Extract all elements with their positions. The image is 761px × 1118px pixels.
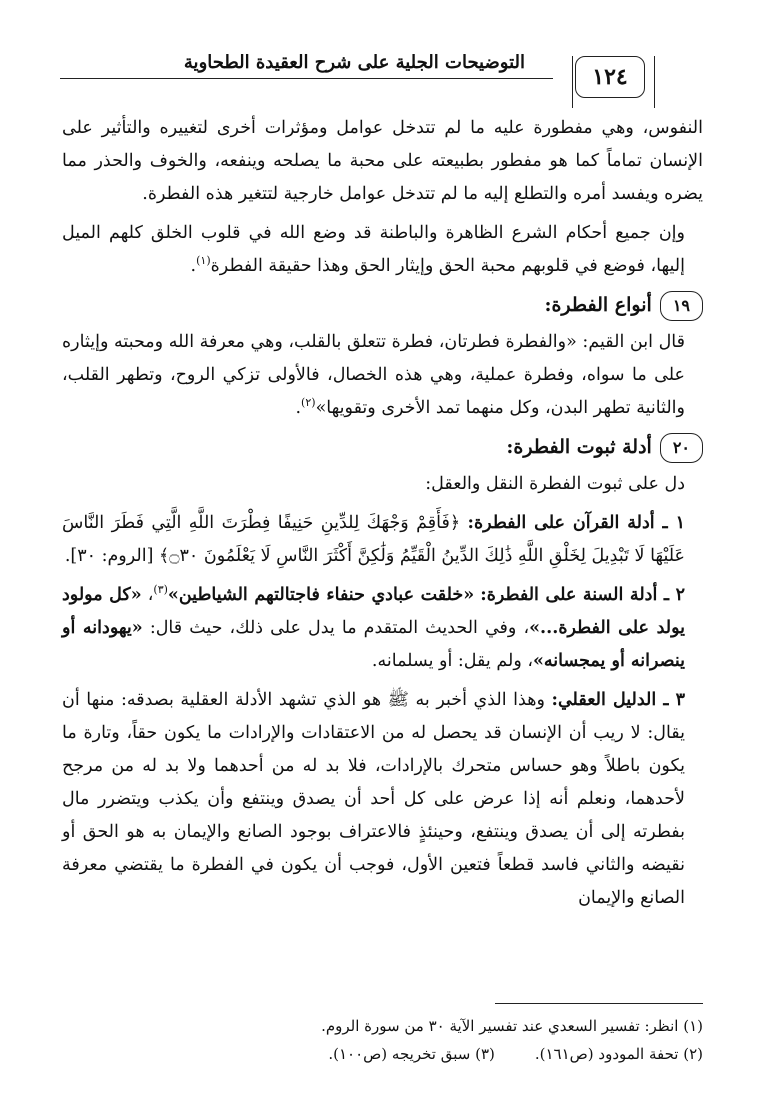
paragraph-1: النفوس، وهي مفطورة عليه ما لم تتدخل عوامل ومؤثرات أخرى لتغييره والتأثير على الإنسان تماماً كما هو مفطور بطبيعته على محبة ما يصلحه وينفعه، والخوف والحذر مما يضره ويفسد أمره والتطلع إليه ما لم تتدخل عوامل خارجية لتتغير هذه الفطرة. <box>62 118 703 204</box>
paragraph-5 <box>62 507 703 573</box>
paragraph-4: دل على ثبوت الفطرة النقل والعقل: <box>425 474 685 494</box>
footnote-3: (٣) سبق تخريجه (ص١٠٠). <box>328 1045 495 1063</box>
section-19-title: أنواع الفطرة: <box>544 294 652 316</box>
rational-evidence-label: ٣ ـ الدليل العقلي: <box>551 690 685 710</box>
footnotes <box>62 1012 703 1068</box>
book-title: التوضيحات الجلية على شرح العقيدة الطحاوية <box>183 52 525 73</box>
footnote-1: (١) انظر: تفسير السعدي عند تفسير الآية ٣٠ من سورة الروم. <box>321 1017 703 1035</box>
paragraph-7: ٣ ـ الدليل العقلي: وهذا الذي أخبر به ﷺ هو الذي تشهد الأدلة العقلية بصدقه: منها أن يقال: لا ريب أن الإنسان قد يحصل له من الاعتقادات والإرادات ما يكون حقاً، وتارة ما يكون باطلاً وهو حساس متحرك بالإرادات، فلا بد له من أحدهما ولا بد له من مرجح لأحدهما، ونعلم أنه إذا عرض على كل أحد أن يصدق وينتفع وأن يكذب ويتضرر مال بفطرته إلى أن يصدق وينتفع، وحينئذٍ فالاعتراف بوجود الصانع والإيمان به هو الحق أو نقيضه والثاني فاسد قطعاً فتعين الأول، فوجب أن يكون في الفطرة ما يقتضي معرفة الصانع والإيمان <box>62 690 685 908</box>
footnote-ref-3: (٣) <box>153 583 168 597</box>
section-20-title: أدلة ثبوت الفطرة: <box>506 436 652 458</box>
footnote-ref-2: (٢) <box>301 396 316 410</box>
footnote-separator <box>495 1003 703 1004</box>
verse-citation: [الروم: ٣٠]. <box>64 546 154 566</box>
section-20-number: ٢٠ <box>660 433 703 463</box>
footnote-ref-1: (١) <box>196 254 211 268</box>
section-19-number: ١٩ <box>660 291 703 321</box>
paragraph-2: وإن جميع أحكام الشرع الظاهرة والباطنة قد وضع الله في قلوب الخلق كلهم الميل إليها، فوضع في قلوبهم محبة الحق وإيثار الحق وهذا حقيقة الفطرة$^{(١)}$. <box>62 223 685 276</box>
page-number: ١٢٤ <box>575 56 645 98</box>
footnote-2: (٢) تحفة المودود (ص١٦١). <box>534 1045 703 1063</box>
header-bar-right <box>654 56 655 108</box>
header-rule <box>60 78 553 79</box>
section-19-heading <box>62 289 703 322</box>
sunnah-evidence-label: ٢ ـ أدلة السنة على الفطرة: <box>480 585 685 605</box>
header-bar-left <box>572 56 573 108</box>
quran-evidence-label: ١ ـ أدلة القرآن على الفطرة: <box>467 513 685 533</box>
paragraph-6: ٢ ـ أدلة السنة على الفطرة: «خلقت عبادي حنفاء فاجتالتهم الشياطين»$^{(٣)}$، «كل مولود يولد على الفطرة...»، وفي الحديث المتقدم ما يدل على ذلك، حيث قال: «يهودانه أو ينصرانه أو يمجسانه»، ولم يقل: أو يسلمانه. <box>62 583 685 671</box>
quran-verse: ﴿فَأَقِمْ وَجْهَكَ لِلدِّينِ حَنِيفًا فِطْرَتَ اللَّهِ الَّتِي فَطَرَ النَّاسَ عَلَيْهَا لَا تَبْدِيلَ لِخَلْقِ اللَّهِ ذَٰلِكَ الدِّينُ الْقَيِّمُ وَلَٰكِنَّ أَكْثَرَ النَّاسِ لَا يَعْلَمُونَ ۝٣٠﴾ <box>62 513 685 566</box>
page-header <box>60 48 703 98</box>
paragraph-3: قال ابن القيم: «والفطرة فطرتان، فطرة تتعلق بالقلب، وهي معرفة الله ومحبته وإيثاره على ما سواه، وفطرة عملية، وهي هذه الخصال، فالأولى تزكي الروح، وتطهر القلب، والثانية تطهر البدن، وكل منهما تمد الأخرى وتقويها»$^{(٢)}$. <box>62 332 685 418</box>
page-body <box>62 112 703 921</box>
footnote-row-2 <box>62 1040 703 1068</box>
section-20-heading <box>62 431 703 464</box>
